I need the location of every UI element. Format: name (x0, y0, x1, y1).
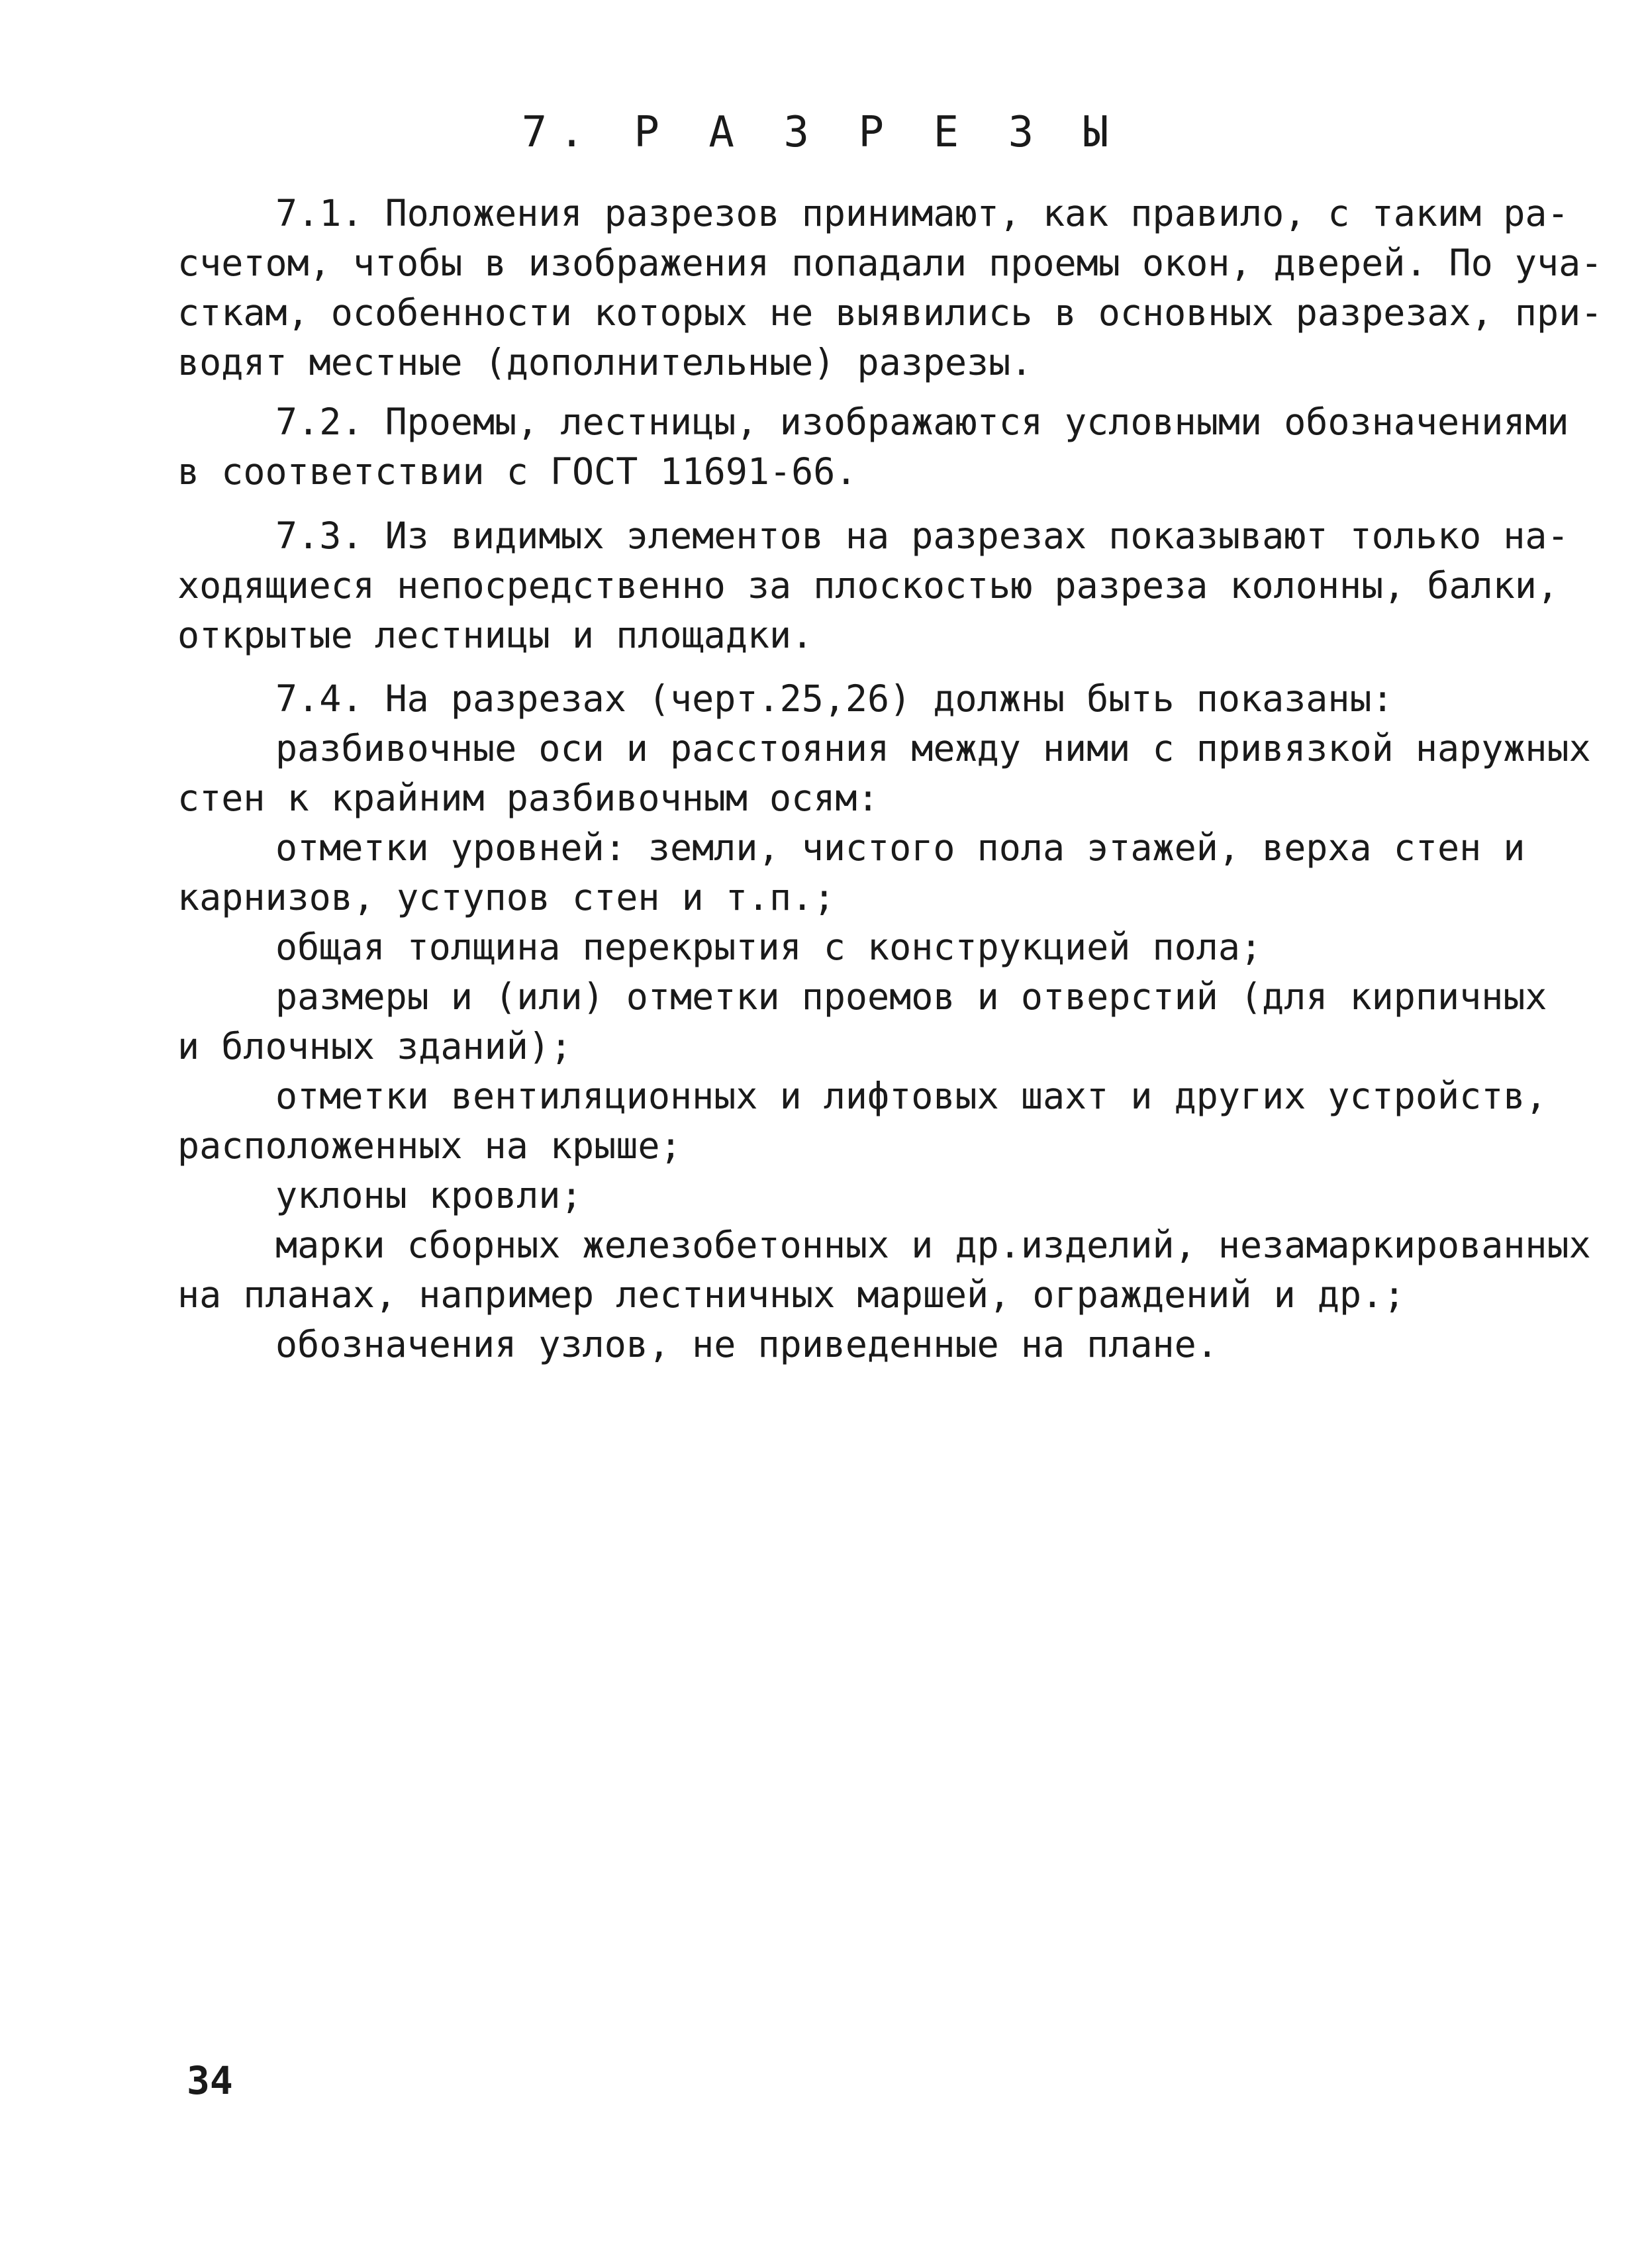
paragraph-7-1 (177, 189, 1603, 387)
text-line: уклоны кровли; (275, 1174, 583, 1216)
text-line: счетом, чтобы в изображения попадали проемы окон, дверей. По уча- (177, 242, 1603, 284)
text-line: ходящиеся непосредственно за плоскостью разреза колонны, балки, (177, 564, 1559, 607)
text-line: 7.4. На разрезах (черт.25,26) должны быть показаны: (275, 677, 1394, 720)
text-line: отметки уровней: земли, чистого пола этажей, верха стен и (275, 826, 1525, 869)
text-line: размеры и (или) отметки проемов и отверстий (для кирпичных (275, 975, 1547, 1018)
section-title: 7. Р А З Р Е З Ы (521, 108, 1121, 157)
text-line: стен к крайним разбивочным осям: (177, 777, 879, 819)
page-number: 34 (187, 2058, 233, 2103)
text-line: водят местные (дополнительные) разрезы. (177, 341, 1033, 383)
text-line: карнизов, уступов стен и т.п.; (177, 876, 836, 918)
text-line: и блочных зданий); (177, 1025, 573, 1067)
paragraph-7-4 (177, 674, 1591, 1369)
text-line: марки сборных железобетонных и др.изделий, незамаркированных (275, 1224, 1591, 1266)
text-line: отметки вентиляционных и лифтовых шахт и других устройств, (275, 1075, 1547, 1117)
text-line: общая толщина перекрытия с конструкцией пола; (275, 926, 1263, 968)
paragraph-7-2 (177, 397, 1569, 497)
text-line: обозначения узлов, не приведенные на плане. (275, 1323, 1218, 1365)
text-line: в соответствии с ГОСТ 11691-66. (177, 450, 857, 493)
text-line: разбивочные оси и расстояния между ними с привязкой наружных (275, 727, 1591, 769)
text-line: 7.2. Проемы, лестницы, изображаются условными обозначениями (275, 401, 1569, 443)
text-line: открытые лестницы и площадки. (177, 614, 814, 656)
text-line: расположенных на крыше; (177, 1124, 682, 1167)
text-line: на планах, например лестничных маршей, ограждений и др.; (177, 1273, 1406, 1316)
text-line: 7.1. Положения разрезов принимают, как правило, с таким ра- (275, 192, 1569, 234)
paragraph-7-3 (177, 511, 1569, 660)
text-line: 7.3. Из видимых элементов на разрезах показывают только на- (275, 515, 1569, 557)
text-line: сткам, особенности которых не выявились в основных разрезах, при- (177, 291, 1603, 334)
